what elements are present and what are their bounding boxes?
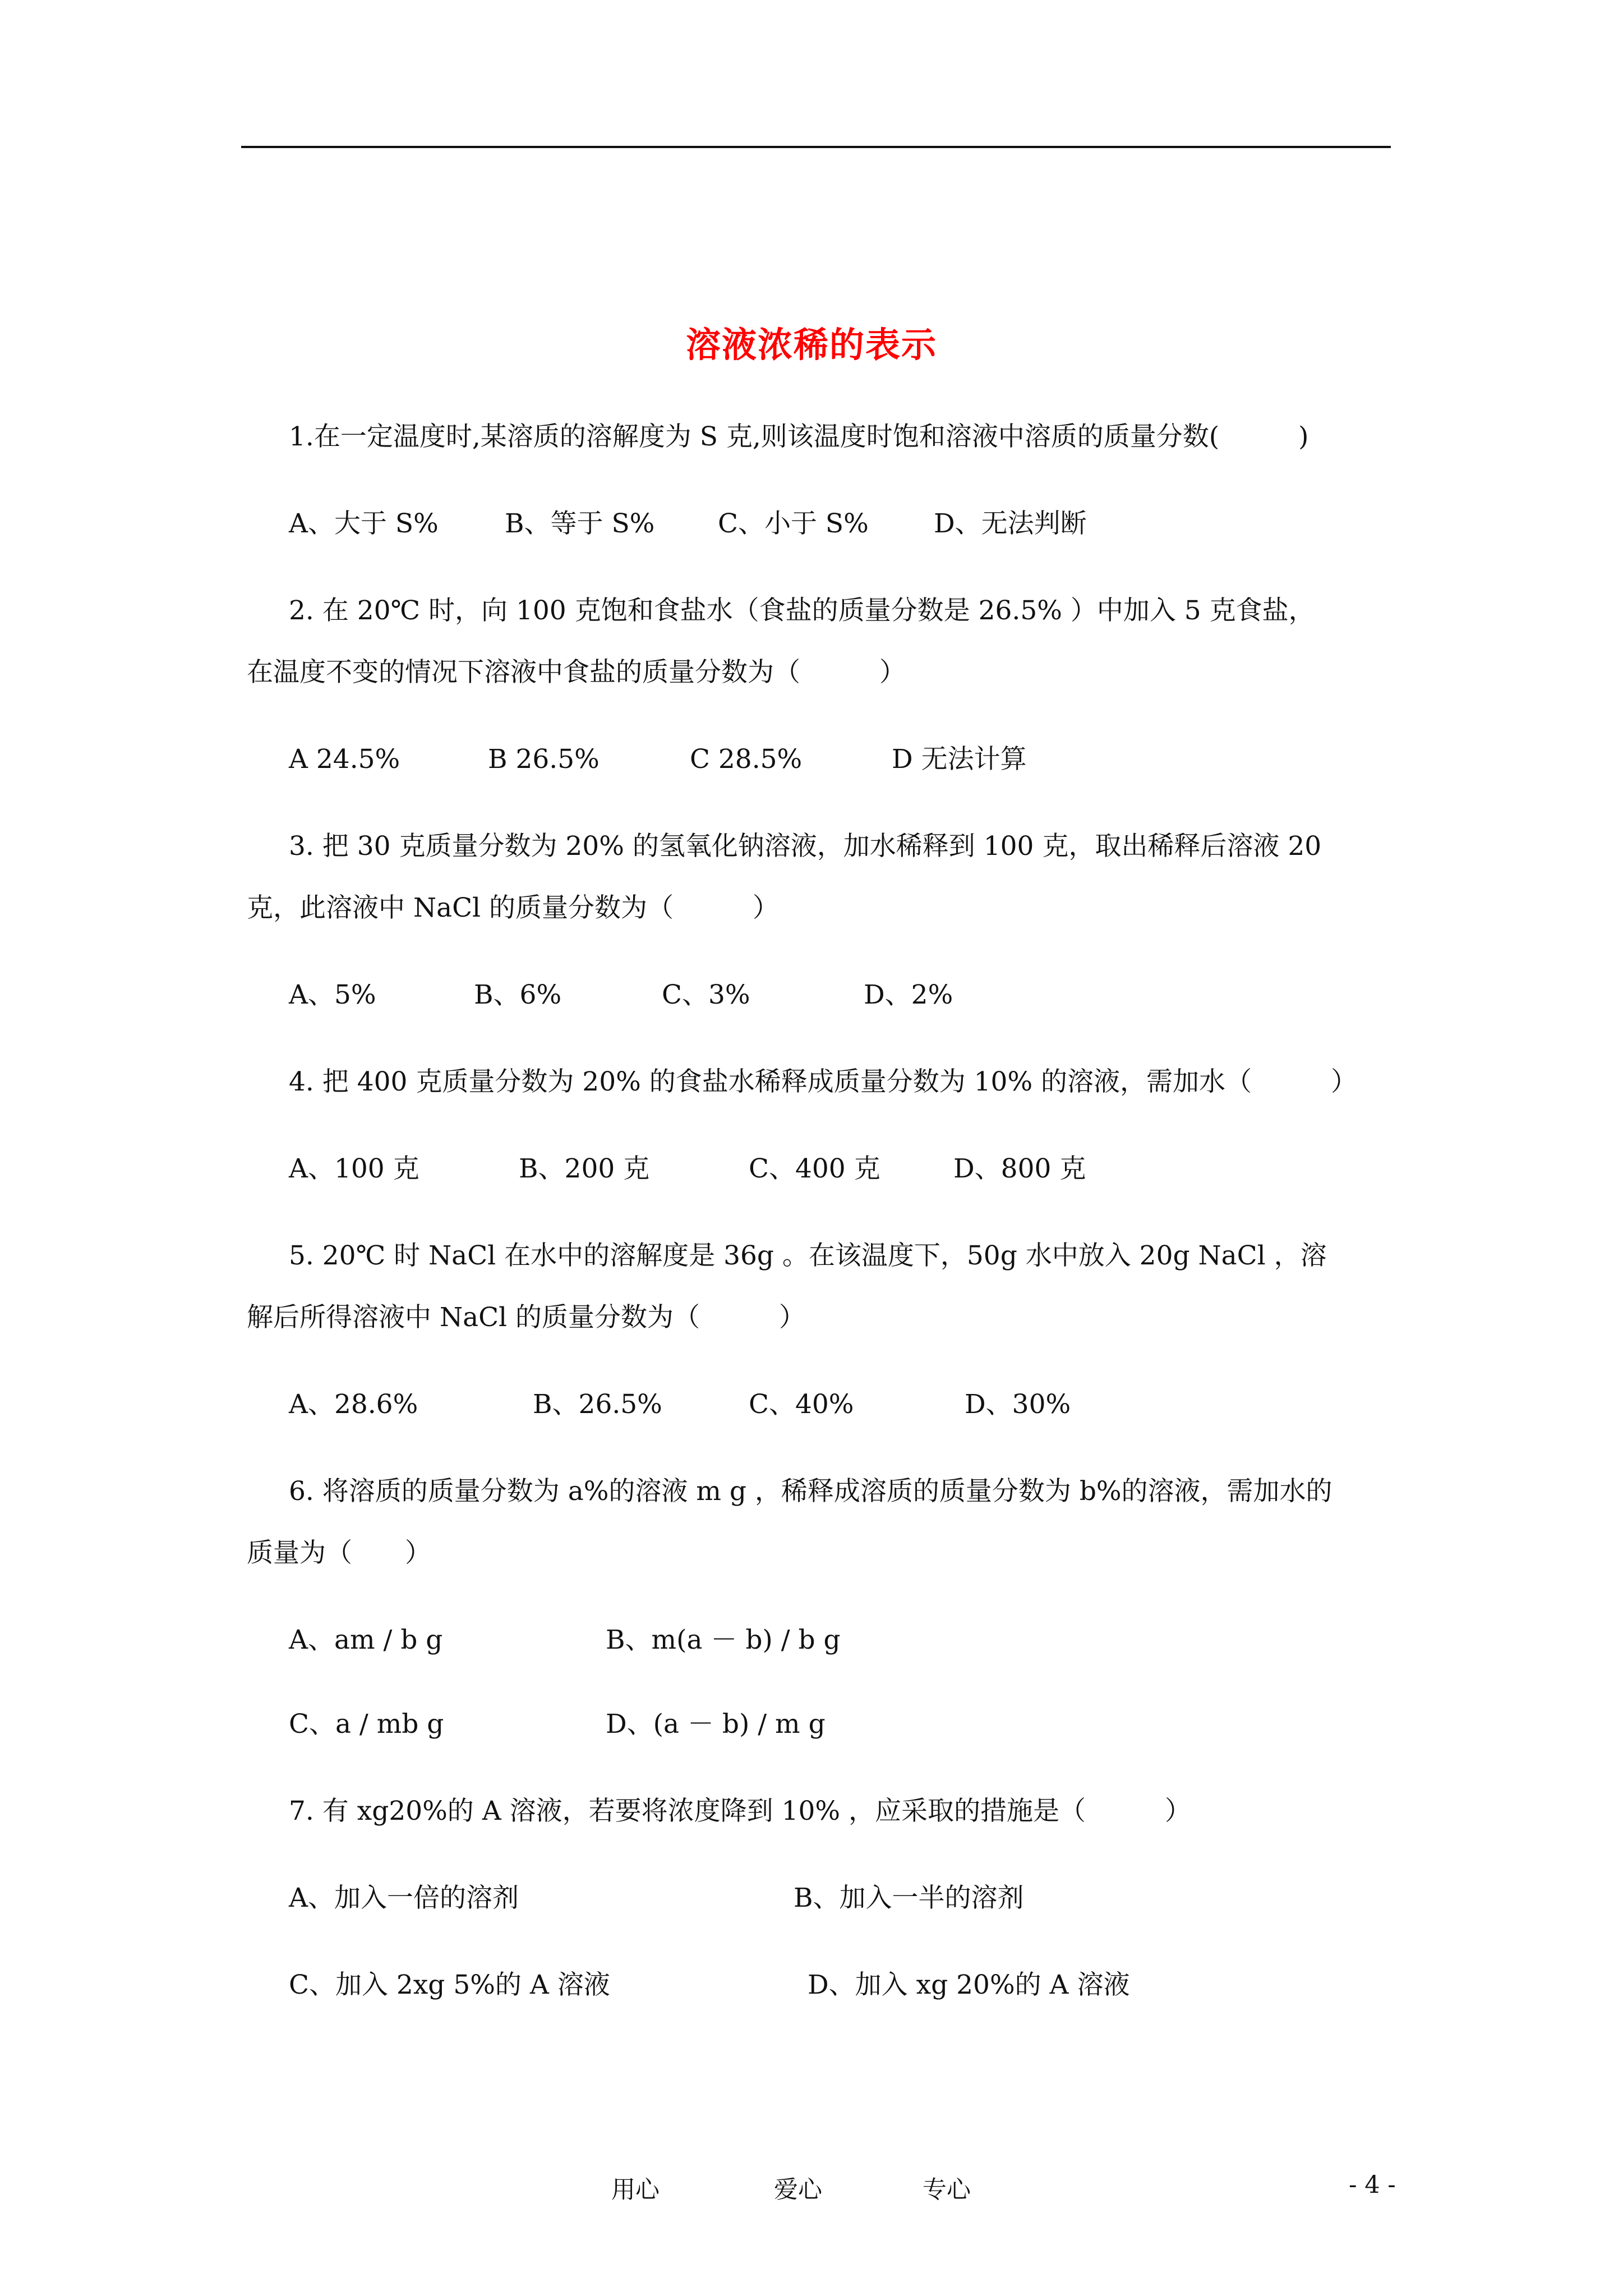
question-6-stem-line-1: 6. 将溶质的质量分数为 a%的溶液 m g ，稀释成溶质的质量分数为 b%的溶液，需加水的 <box>289 1476 1332 1507</box>
question-1-option-a: A、大于 S% <box>289 508 439 539</box>
question-6-option-b: B、m(a － b) / b g <box>606 1625 841 1655</box>
question-5-stem-line-2: 解后所得溶液中 NaCl 的质量分数为（ ） <box>247 1302 806 1333</box>
question-7-option-c: C、加入 2xg 5%的 A 溶液 <box>289 1970 610 2000</box>
question-4-option-c: C、400 克 <box>749 1153 880 1184</box>
question-7-option-d: D、加入 xg 20%的 A 溶液 <box>808 1970 1130 2000</box>
page-title: 溶液浓稀的表示 <box>685 324 937 365</box>
question-7-option-b: B、加入一半的溶剂 <box>794 1883 1024 1913</box>
question-4-option-b: B、200 克 <box>519 1153 650 1184</box>
question-3-stem-line-1: 3. 把 30 克质量分数为 20% 的氢氧化钠溶液，加水稀释到 100 克，取出稀释后溶液 20 <box>289 831 1322 862</box>
question-4-option-d: D、800 克 <box>953 1153 1086 1184</box>
question-5-stem-line-1: 5. 20℃ 时 NaCl 在水中的溶解度是 36g 。在该温度下，50g 水中放入 20g NaCl ，溶 <box>289 1240 1327 1271</box>
question-5-option-b: B、26.5% <box>533 1389 662 1420</box>
footer-word-2: 爱心 <box>774 2176 822 2204</box>
question-2-option-c: C 28.5% <box>690 744 803 775</box>
question-5-option-d: D、30% <box>965 1389 1071 1420</box>
question-2-option-d: D 无法计算 <box>892 744 1027 775</box>
question-4-option-a: A、100 克 <box>289 1153 419 1184</box>
question-7-stem: 7. 有 xg20%的 A 溶液，若要将浓度降到 10% ，应采取的措施是（ ） <box>289 1796 1191 1826</box>
question-3-option-c: C、3% <box>662 979 750 1010</box>
question-6-stem-line-2: 质量为（ ） <box>247 1538 431 1568</box>
question-1-stem: 1.在一定温度时,某溶质的溶解度为 S 克,则该温度时饱和溶液中溶质的质量分数( ) <box>289 421 1309 452</box>
question-5-option-c: C、40% <box>749 1389 854 1420</box>
question-3-option-d: D、2% <box>864 979 953 1010</box>
question-1-option-d: D、无法判断 <box>934 508 1087 539</box>
question-7-option-a: A、加入一倍的溶剂 <box>289 1883 519 1913</box>
question-2-option-b: B 26.5% <box>488 744 600 775</box>
question-1-option-b: B、等于 S% <box>505 508 655 539</box>
question-1-option-c: C、小于 S% <box>718 508 869 539</box>
question-3-stem-line-2: 克，此溶液中 NaCl 的质量分数为（ ） <box>247 892 780 923</box>
question-3-option-a: A、5% <box>289 979 376 1010</box>
page-number: - 4 - <box>1349 2171 1396 2199</box>
question-6-option-d: D、(a － b) / m g <box>606 1709 826 1740</box>
question-2-stem-line-1: 2. 在 20℃ 时，向 100 克饱和食盐水（食盐的质量分数是 26.5% ）中加入 5 克食盐， <box>289 595 1315 626</box>
footer-word-3: 专心 <box>923 2176 971 2204</box>
header-rule <box>241 146 1391 148</box>
question-3-option-b: B、6% <box>474 979 562 1010</box>
question-6-option-a: A、am / b g <box>289 1625 443 1655</box>
question-2-stem-line-2: 在温度不变的情况下溶液中食盐的质量分数为（ ） <box>247 657 906 688</box>
question-6-option-c: C、a / mb g <box>289 1709 444 1740</box>
question-2-option-a: A 24.5% <box>289 744 400 775</box>
question-5-option-a: A、28.6% <box>289 1389 418 1420</box>
question-4-stem: 4. 把 400 克质量分数为 20% 的食盐水稀释成质量分数为 10% 的溶液，需加水（ ） <box>289 1066 1358 1097</box>
footer-word-1: 用心 <box>611 2176 660 2204</box>
